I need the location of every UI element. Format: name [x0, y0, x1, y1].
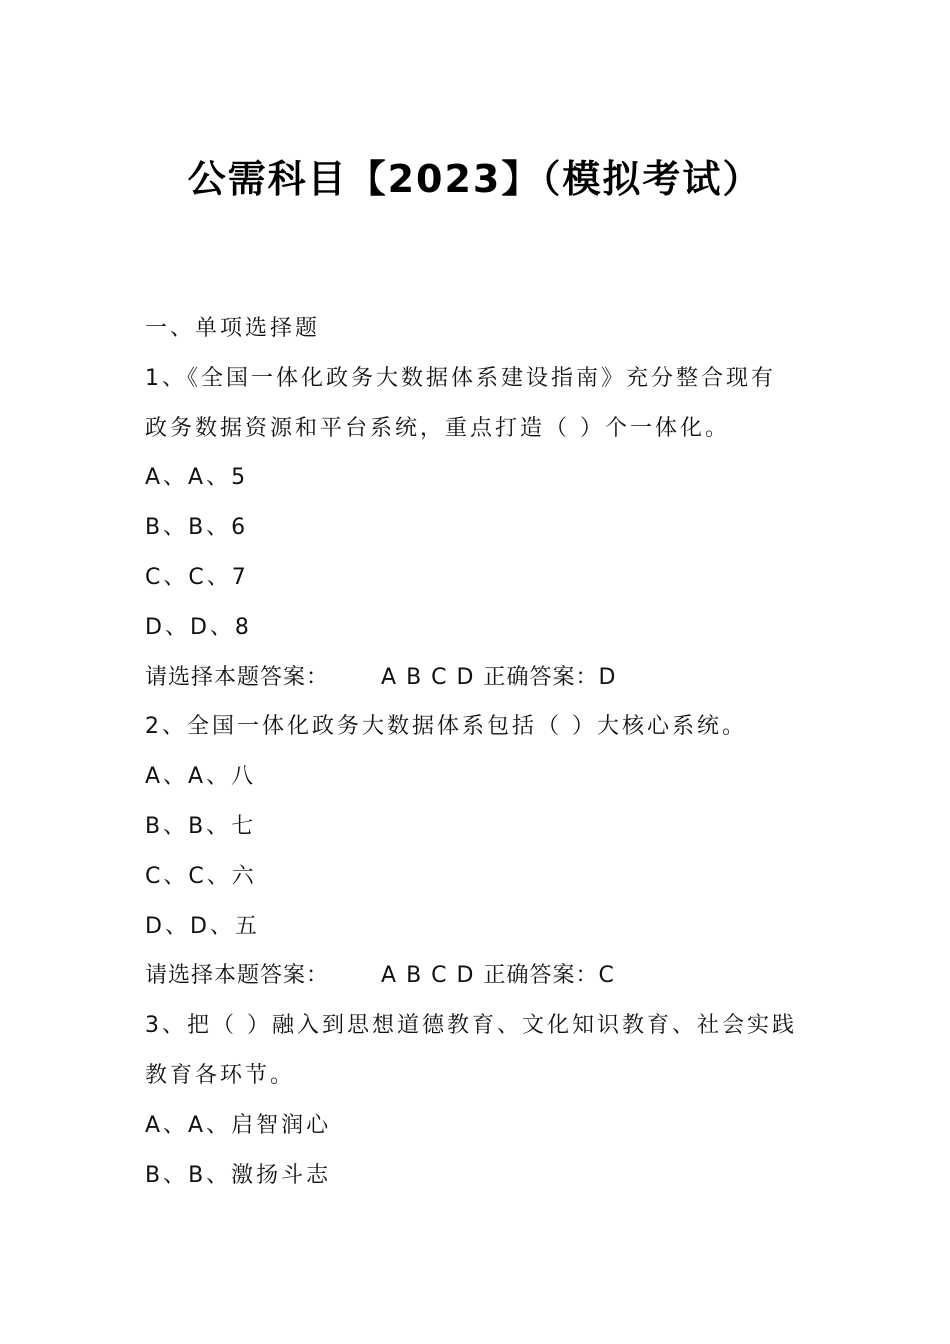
correct-answer-label: 正确答案：	[483, 664, 599, 690]
option-a: A、A、5	[145, 465, 249, 491]
option-b: B、B、七	[145, 813, 257, 839]
choice-c[interactable]: C	[431, 664, 447, 690]
answer-line	[145, 653, 825, 703]
choice-a[interactable]: A	[381, 664, 397, 690]
correct-answer-value: D	[598, 664, 617, 690]
correct-answer-label: 正确答案：	[483, 963, 599, 989]
choice-b[interactable]: B	[406, 963, 422, 989]
choice-d[interactable]: D	[456, 664, 474, 690]
answer-choices	[381, 963, 483, 988]
option-d: D、D、8	[145, 614, 252, 640]
choice-a[interactable]: A	[381, 963, 397, 989]
option-c: C、C、六	[145, 863, 257, 889]
option-b: B、B、6	[145, 515, 249, 541]
answer-prompt: 请选择本题答案：	[145, 664, 330, 690]
option-a: A、A、八	[145, 764, 257, 790]
choice-d[interactable]: D	[456, 963, 474, 989]
section-heading: 一、单项选择题	[145, 316, 321, 341]
question-2	[145, 702, 825, 1001]
question-text-line: 2、全国一体化政务大数据体系包括（ ）大核心系统。	[145, 714, 747, 740]
question-text-line: 1、《全国一体化政务大数据体系建设指南》充分整合现有	[145, 365, 776, 391]
answer-line	[145, 951, 825, 1001]
answer-choices	[381, 665, 483, 690]
option-c: C、C、7	[145, 564, 249, 590]
option-d: D、D、五	[145, 913, 260, 939]
question-text-line: 政务数据资源和平台系统，重点打造（ ）个一体化。	[145, 415, 730, 441]
option-a: A、A、启智润心	[145, 1112, 332, 1138]
correct-answer-value: C	[598, 963, 615, 989]
document-body	[145, 304, 825, 1200]
choice-b[interactable]: B	[406, 664, 422, 690]
question-3	[145, 1001, 825, 1200]
answer-prompt: 请选择本题答案：	[145, 963, 330, 989]
question-text-line: 3、把（ ）融入到思想道德教育、文化知识教育、社会实践	[145, 1013, 797, 1039]
question-1	[145, 354, 825, 703]
question-text-line: 教育各环节。	[145, 1062, 296, 1088]
option-b: B、B、激扬斗志	[145, 1162, 332, 1188]
document-title: 公需科目【2023】（模拟考试）	[187, 157, 763, 201]
choice-c[interactable]: C	[431, 963, 447, 989]
